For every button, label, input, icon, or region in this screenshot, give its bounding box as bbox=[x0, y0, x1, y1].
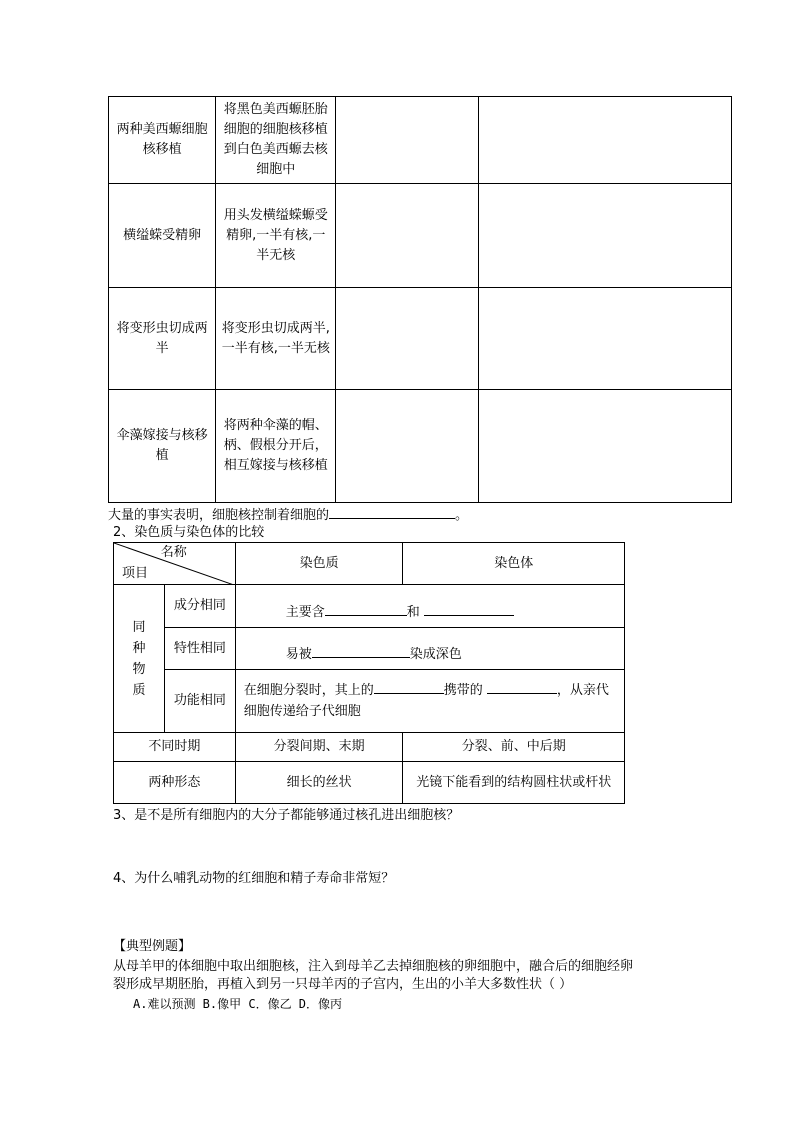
table-row bbox=[114, 585, 625, 628]
example-options: A.难以预测 B.像甲 C．像乙 D．像丙 bbox=[133, 997, 343, 1011]
blank-cell[interactable] bbox=[336, 184, 478, 288]
same-substance-text: 同种物质 bbox=[132, 619, 146, 698]
summary-text: 大量的事实表明，细胞核控制着细胞的 bbox=[108, 508, 330, 523]
function-cell bbox=[235, 670, 624, 733]
table-row bbox=[109, 390, 732, 503]
table-row bbox=[114, 628, 625, 670]
header-item: 项目 bbox=[122, 566, 149, 581]
blank-cell[interactable] bbox=[336, 288, 478, 390]
period-chromatin: 分裂间期、末期 bbox=[235, 733, 403, 762]
question-3: 3、是不是所有细胞内的大分子都能够通过核孔进出细胞核？ bbox=[113, 808, 460, 823]
table-row bbox=[114, 762, 625, 804]
composition-text-b: 和 bbox=[406, 604, 420, 620]
property-text-a: 易被 bbox=[285, 647, 312, 662]
blank-cell[interactable] bbox=[336, 390, 478, 503]
blank-cell[interactable] bbox=[336, 97, 478, 184]
property-cell bbox=[235, 628, 624, 670]
table-row bbox=[114, 733, 625, 762]
experiment-name: 伞藻嫁接与核移植 bbox=[109, 390, 216, 503]
form-label: 两种形态 bbox=[114, 762, 236, 804]
period-label: 不同时期 bbox=[114, 733, 236, 762]
section-2-title: 2、染色质与染色体的比较 bbox=[113, 525, 265, 540]
question-4: 4、为什么哺乳动物的红细胞和精子寿命非常短？ bbox=[113, 871, 395, 886]
header-chromatin: 染色质 bbox=[235, 543, 403, 585]
blank-cell[interactable] bbox=[478, 97, 731, 184]
table-row bbox=[109, 288, 732, 390]
chromatin-comparison-table bbox=[113, 542, 625, 804]
composition-cell bbox=[235, 585, 624, 628]
experiment-method: 用头发横缢蝾螈受精卵,一半有核,一半无核 bbox=[216, 184, 336, 288]
fill-blank[interactable] bbox=[312, 644, 410, 658]
function-text-a: 在细胞分裂时，其上的 bbox=[243, 683, 374, 698]
same-substance-label bbox=[114, 585, 165, 733]
example-line-2: 裂形成早期胚胎，再植入到另一只母羊丙的子宫内，生出的小羊大多数性状（ ） bbox=[113, 977, 573, 992]
header-name: 名称 bbox=[160, 545, 187, 560]
table-row bbox=[109, 184, 732, 288]
summary-line bbox=[108, 505, 468, 525]
period-chromosome: 分裂、前、中后期 bbox=[403, 733, 625, 762]
fill-blank[interactable] bbox=[424, 602, 514, 616]
experiment-name: 横缢蝾受精卵 bbox=[109, 184, 216, 288]
fill-blank[interactable] bbox=[325, 602, 407, 616]
form-chromatin: 细长的丝状 bbox=[235, 762, 403, 804]
experiment-method: 将变形虫切成两半, 一半有核,一半无核 bbox=[216, 288, 336, 390]
experiment-method: 将两种伞藻的帽、柄、假根分开后，相互嫁接与核移植 bbox=[216, 390, 336, 503]
fill-blank[interactable] bbox=[487, 680, 557, 694]
function-label: 功能相同 bbox=[164, 670, 235, 733]
table-row bbox=[109, 97, 732, 184]
diagonal-header bbox=[114, 543, 236, 585]
experiment-name: 两种美西螈细胞核移植 bbox=[109, 97, 216, 184]
form-chromosome: 光镜下能看到的结构圆柱状或杆状 bbox=[403, 762, 625, 804]
example-line-1: 从母羊甲的体细胞中取出细胞核，注入到母羊乙去掉细胞核的卵细胞中，融合后的细胞经卵 bbox=[113, 959, 634, 974]
experiment-table bbox=[108, 96, 732, 503]
header-chromosome: 染色体 bbox=[403, 543, 625, 585]
function-text-b: 携带的 bbox=[443, 683, 483, 698]
blank-cell[interactable] bbox=[478, 390, 731, 503]
summary-end: 。 bbox=[455, 508, 469, 523]
fill-blank[interactable] bbox=[374, 680, 444, 694]
function-text-c: ，从亲代细胞传递给子代细胞 bbox=[243, 683, 609, 719]
fill-blank[interactable] bbox=[329, 505, 455, 519]
blank-cell[interactable] bbox=[478, 288, 731, 390]
table-header-row bbox=[114, 543, 625, 585]
experiment-method: 将黑色美西螈胚胎细胞的细胞核移植到白色美西螈去核细胞中 bbox=[216, 97, 336, 184]
table-row bbox=[114, 670, 625, 733]
blank-cell[interactable] bbox=[478, 184, 731, 288]
composition-label: 成分相同 bbox=[164, 585, 235, 628]
experiment-name: 将变形虫切成两半 bbox=[109, 288, 216, 390]
property-text-b: 染成深色 bbox=[409, 647, 462, 662]
composition-text-a: 主要含 bbox=[285, 604, 325, 620]
example-title: 【典型例题】 bbox=[113, 939, 192, 954]
property-label: 特性相同 bbox=[164, 628, 235, 670]
